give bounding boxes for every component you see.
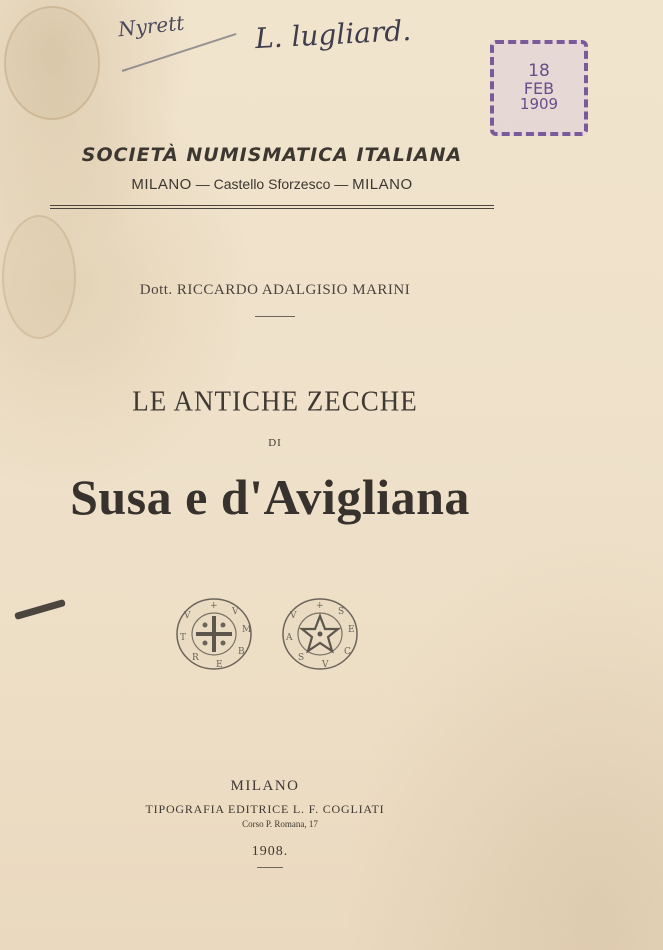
publication-year: 1908. <box>251 844 289 859</box>
publisher-address: Corso P. Romana, 17 <box>242 819 318 829</box>
address-city-right: MILANO <box>352 176 413 193</box>
svg-text:E: E <box>216 660 223 670</box>
svg-text:A: A <box>286 633 293 643</box>
svg-text:T: T <box>180 633 187 643</box>
author-name: Dott. RICCARDO ADALGISIO MARINI <box>139 282 411 298</box>
svg-text:C: C <box>344 647 351 657</box>
svg-text:V: V <box>290 611 297 621</box>
svg-text:V: V <box>232 607 239 617</box>
svg-text:V: V <box>322 660 329 670</box>
handwritten-note: Nyrett <box>116 10 186 42</box>
svg-text:M: M <box>242 625 252 635</box>
publisher-name: TIPOGRAFIA EDITRICE L. F. COGLIATI <box>145 802 385 816</box>
handwritten-signature: L. lugliard. <box>254 13 412 56</box>
svg-text:S: S <box>298 653 305 663</box>
divider <box>257 867 283 868</box>
paper-stain <box>4 6 100 120</box>
society-address <box>52 176 492 193</box>
address-separator: — <box>334 176 349 192</box>
address-city-left: MILANO <box>131 176 192 193</box>
title-connector: DI <box>268 437 282 449</box>
title-line-1: LE ANTICHE ZECCHE <box>132 385 418 417</box>
svg-text:V: V <box>184 611 191 621</box>
coin-star-icon <box>280 596 360 672</box>
stamp-year: 1909 <box>519 95 559 114</box>
svg-text:S: S <box>338 607 345 617</box>
svg-text:+: + <box>316 601 324 611</box>
svg-text:E: E <box>348 625 355 635</box>
svg-text:R: R <box>192 653 199 663</box>
address-castle: Castello Sforzesco <box>213 176 331 192</box>
svg-text:B: B <box>238 647 245 657</box>
divider <box>255 316 295 317</box>
header-rule <box>50 208 494 209</box>
ink-smudge <box>14 599 66 620</box>
publisher-city: MILANO <box>230 778 300 794</box>
coin-cross-icon <box>174 596 254 672</box>
stamp-day: 18 <box>528 60 550 81</box>
society-name: SOCIETÀ NUMISMATICA ITALIANA <box>81 144 463 166</box>
header-rule <box>50 205 494 206</box>
stamp-month: FEB <box>523 78 555 98</box>
paper-stain <box>2 215 76 339</box>
date-stamp <box>490 40 588 136</box>
main-title: Susa e d'Avigliana <box>70 469 470 525</box>
address-separator: — <box>195 176 210 192</box>
svg-text:+: + <box>210 601 218 611</box>
